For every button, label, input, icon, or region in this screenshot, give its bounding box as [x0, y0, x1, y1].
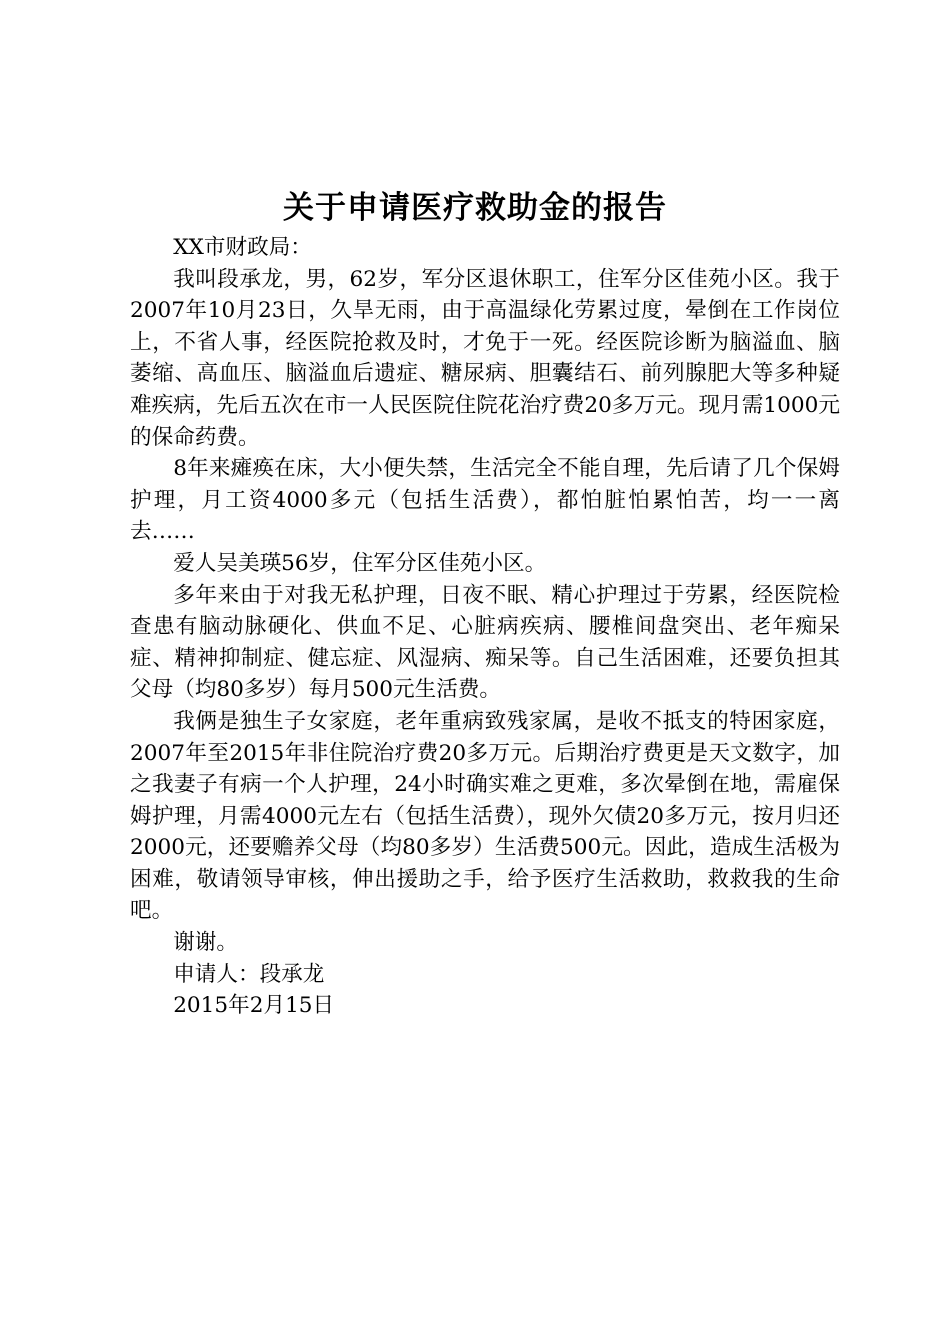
date-line: 2015年2月15日: [173, 993, 335, 1019]
salutation: XX市财政局：: [173, 235, 312, 260]
paragraph-background: 我叫段承龙，男，62岁，军分区退休职工，住军分区佳苑小区。我于2007年10月23日，久旱无雨，由于高温绿化劳累过度，晕倒在工作岗位上，不省人事，经医院抢救及时，才免于一死。经医院诊断为脑溢血、脑萎缩、高血压、脑溢血后遗症、糖尿病、胆囊结石、前列腺肥大等多种疑难疾病，先后五次在市一人民医院住院花治疗费20多万元。现月需1000元的保命药费。: [130, 266, 840, 450]
paragraph-spouse-health: 多年来由于对我无私护理，日夜不眠、精心护理过于劳累，经医院检查患有脑动脉硬化、供血不足、心脏病疾病、腰椎间盘突出、老年痴呆症、精神抑制症、健忘症、风湿病、痴呆等。自己生活困难，还要负担其父母（均80多岁）每月500元生活费。: [130, 582, 840, 703]
applicant-line: 申请人：段承龙: [173, 961, 325, 987]
document-body: [130, 232, 840, 1022]
document-title: 关于申请医疗救助金的报告: [283, 190, 667, 226]
paragraph-request: 我俩是独生子女家庭，老年重病致残家属，是收不抵支的特困家庭，2007年至2015年非住院治疗费20多万元。后期治疗费更是天文数字，加之我妻子有病一个人护理，24小时确实难之更难，多次晕倒在地，需雇保姆护理，月需4000元左右（包括生活费），现外欠债20多万元，按月归还2000元，还要赡养父母（均80多岁）生活费500元。因此，造成生活极为困难，敬请领导审核，伸出援助之手，给予医疗生活救助，救救我的生命吧。: [130, 708, 840, 924]
paragraph-care: 8年来瘫痪在床，大小便失禁，生活完全不能自理，先后请了几个保姆护理，月工资4000多元（包括生活费），都怕脏怕累怕苦，均一一离去……: [130, 456, 840, 545]
thanks-line: 谢谢。: [173, 930, 238, 956]
paragraph-spouse: 爱人吴美瑛56岁，住军分区佳苑小区。: [173, 550, 547, 576]
